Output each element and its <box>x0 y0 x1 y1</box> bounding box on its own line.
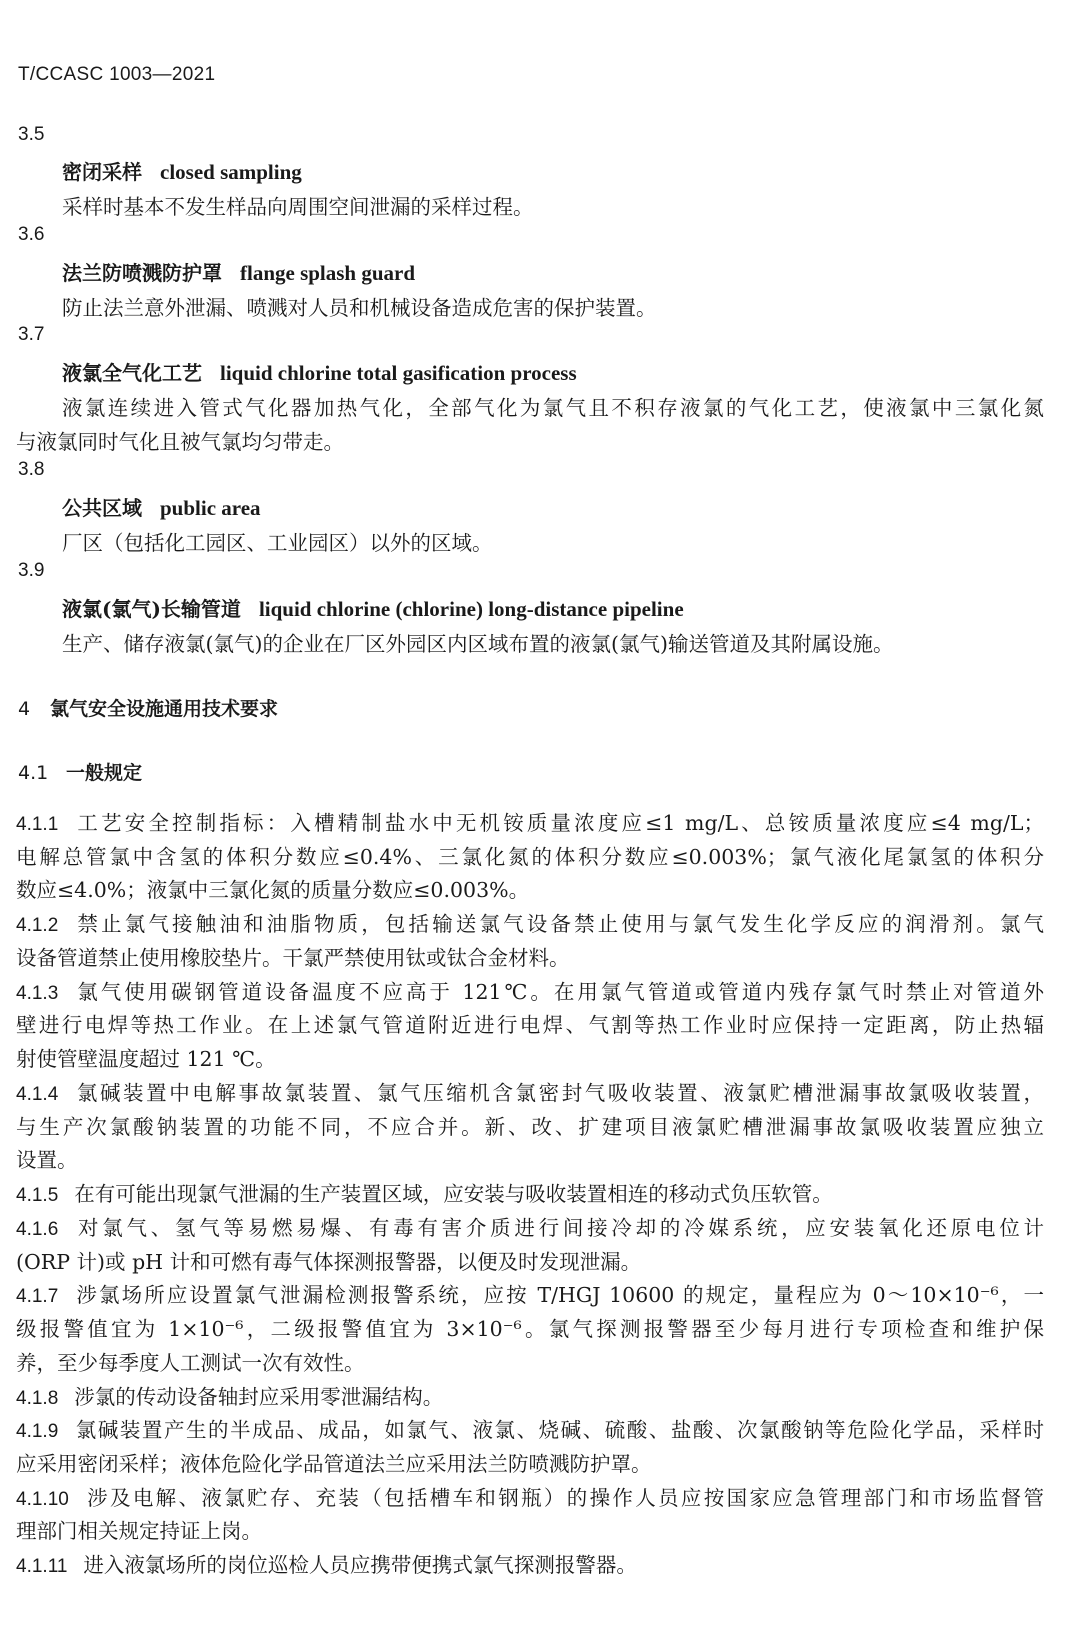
term-en: liquid chlorine (chlorine) long-distance pipeline <box>258 597 684 621</box>
clause-text: 涉氯场所应设置氯气泄漏检测报警系统，应按 T/HGJ 10600 的规定，量程应为 0～10×10⁻⁶，一 <box>74 1283 1044 1307</box>
clause-line <box>16 1278 1044 1308</box>
term-en: closed sampling <box>160 160 302 184</box>
clause-line: 养，至少每季度人工测试一次有效性。 <box>16 1351 365 1375</box>
clause-line <box>16 806 1044 836</box>
clause-line <box>16 1380 1044 1410</box>
term-heading <box>62 593 684 622</box>
section-number: 4 <box>18 698 31 720</box>
clause-text: 涉及电解、液氯贮存、充装（包括槽车和钢瓶）的操作人员应按国家应急管理部门和市场监督管 <box>84 1486 1044 1510</box>
term-number: 3.9 <box>18 560 45 581</box>
clause-number: 4.1.2 <box>16 915 59 936</box>
clause-text: 工艺安全控制指标：入槽精制盐水中无机铵质量浓度应≤1 mg/L、总铵质量浓度应≤4 mg/L； <box>74 811 1044 835</box>
clause-line <box>16 1481 1044 1511</box>
clause-number: 4.1.6 <box>16 1219 59 1240</box>
term-number: 3.5 <box>18 124 45 145</box>
clause-text: 涉氯的传动设备轴封应采用零泄漏结构。 <box>74 1385 444 1409</box>
term-en: public area <box>160 496 261 520</box>
term-definition: 厂区（包括化工园区、工业园区）以外的区域。 <box>62 531 493 555</box>
term-zh: 液氯全气化工艺 <box>62 361 202 385</box>
term-zh: 液氯(氯气)长输管道 <box>62 597 241 621</box>
clause-text: 氯碱装置产生的半成品、成品，如氯气、液氯、烧碱、硫酸、盐酸、次氯酸钠等危险化学品，采样时 <box>74 1418 1044 1442</box>
term-zh: 密闭采样 <box>62 160 142 184</box>
clause-number: 4.1.1 <box>16 814 59 835</box>
clause-number: 4.1.8 <box>16 1388 59 1409</box>
term-en: flange splash guard <box>240 261 416 285</box>
term-heading <box>62 492 261 521</box>
clause-line <box>16 1177 1044 1207</box>
clause-number: 4.1.4 <box>16 1084 59 1105</box>
clause-line: 设备管道禁止使用橡胶垫片。干氯严禁使用钛或钛合金材料。 <box>16 946 570 970</box>
section-title: 氯气安全设施通用技术要求 <box>50 698 279 720</box>
clause-line: 理部门相关规定持证上岗。 <box>16 1519 262 1543</box>
term-definition: 防止法兰意外泄漏、喷溅对人员和机械设备造成危害的保护装置。 <box>62 296 657 320</box>
term-number: 3.8 <box>18 459 45 480</box>
clause-number: 4.1.5 <box>16 1185 59 1206</box>
clause-line: 壁进行电焊等热工作业。在上述氯气管道附近进行电焊、气割等热工作业时应保持一定距离，防止热辐 <box>16 1013 1044 1037</box>
term-definition: 与液氯同时气化且被气氯均匀带走。 <box>16 430 344 454</box>
clause-text: 氯碱装置中电解事故氯装置、氯气压缩机含氯密封气吸收装置、液氯贮槽泄漏事故氯吸收装置， <box>74 1081 1044 1105</box>
clause-text: 进入液氯场所的岗位巡检人员应携带便携式氯气探测报警器。 <box>83 1553 637 1577</box>
subsection-number: 4.1 <box>18 762 49 784</box>
clause-line <box>16 1548 1044 1578</box>
clause-text: 对氯气、氢气等易燃易爆、有毒有害介质进行间接冷却的冷媒系统，应安装氧化还原电位计 <box>74 1216 1044 1240</box>
clause-line: 设置。 <box>16 1148 78 1172</box>
term-zh: 公共区域 <box>62 496 142 520</box>
clause-line: 射使管壁温度超过 121 ℃。 <box>16 1047 276 1071</box>
clause-number: 4.1.7 <box>16 1286 59 1307</box>
clause-text: 禁止氯气接触油和油脂物质，包括输送氯气设备禁止使用与氯气发生化学反应的润滑剂。氯气 <box>74 912 1044 936</box>
clause-line: 级报警值宜为 1×10⁻⁶，二级报警值宜为 3×10⁻⁶。氯气探测报警器至少每月进行专项检查和维护保 <box>16 1317 1044 1341</box>
section-heading <box>18 694 278 721</box>
standard-number-header: T/CCASC 1003—2021 <box>18 64 216 85</box>
clause-line: 数应≤4.0%；液氯中三氯化氮的质量分数应≤0.003%。 <box>16 878 530 902</box>
term-number: 3.7 <box>18 324 45 345</box>
term-en: liquid chlorine total gasification process <box>220 361 577 385</box>
clause-number: 4.1.11 <box>16 1556 68 1577</box>
subsection-heading <box>18 758 142 785</box>
term-heading <box>62 156 302 185</box>
clause-text: 在有可能出现氯气泄漏的生产装置区域，应安装与吸收装置相连的移动式负压软管。 <box>74 1182 833 1206</box>
clause-line <box>16 1413 1044 1443</box>
term-zh: 法兰防喷溅防护罩 <box>62 261 222 285</box>
clause-line <box>16 1076 1044 1106</box>
clause-line <box>16 907 1044 937</box>
clause-line: 电解总管氯中含氢的体积分数应≤0.4%、三氯化氮的体积分数应≤0.003%；氯气液化尾氯氢的体积分 <box>16 845 1044 869</box>
clause-number: 4.1.9 <box>16 1421 59 1442</box>
clause-number: 4.1.3 <box>16 983 59 1004</box>
term-definition: 采样时基本不发生样品向周围空间泄漏的采样过程。 <box>62 195 534 219</box>
term-heading <box>62 357 577 386</box>
clause-number: 4.1.10 <box>16 1489 69 1510</box>
term-definition: 液氯连续进入管式气化器加热气化，全部气化为氯气且不积存液氯的气化工艺，使液氯中三氯化氮 <box>62 396 1044 420</box>
term-number: 3.6 <box>18 224 45 245</box>
clause-text: 氯气使用碳钢管道设备温度不应高于 121℃。在用氯气管道或管道内残存氯气时禁止对管道外 <box>74 980 1044 1004</box>
subsection-title: 一般规定 <box>66 762 143 784</box>
clause-line: 与生产次氯酸钠装置的功能不同，不应合并。新、改、扩建项目液氯贮槽泄漏事故氯吸收装置应独立 <box>16 1115 1044 1139</box>
term-definition: 生产、储存液氯(氯气)的企业在厂区外园区内区域布置的液氯(氯气)输送管道及其附属设施。 <box>62 632 894 656</box>
clause-line <box>16 1211 1044 1241</box>
clause-line: (ORP 计)或 pH 计和可燃有毒气体探测报警器，以便及时发现泄漏。 <box>16 1250 642 1274</box>
term-heading <box>62 257 415 286</box>
clause-line: 应采用密闭采样；液体危险化学品管道法兰应采用法兰防喷溅防护罩。 <box>16 1452 652 1476</box>
clause-line <box>16 975 1044 1005</box>
